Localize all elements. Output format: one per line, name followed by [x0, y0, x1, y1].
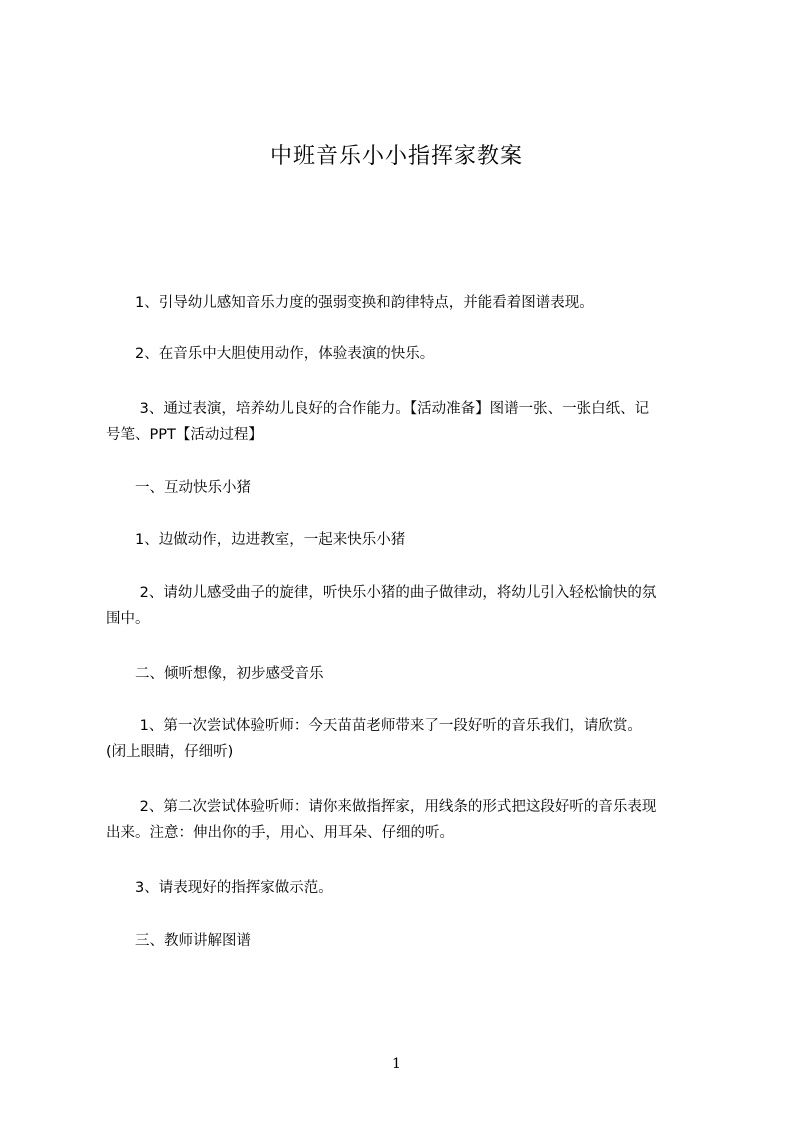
paragraph-2: [106, 341, 696, 367]
document-title: 中班音乐小小指挥家教案: [269, 144, 523, 169]
paragraph-line: 一、互动快乐小猪: [106, 480, 251, 496]
paragraph-line: 三、教师讲解图谱: [106, 933, 251, 949]
paragraph-line: (闭上眼睛，仔细听): [106, 744, 234, 760]
section-heading-3: [106, 928, 696, 954]
paragraph-line: 1、引导幼儿感知音乐力度的强弱变换和韵律特点，并能看着图谱表现。: [106, 295, 594, 311]
paragraph-7: [106, 794, 696, 846]
paragraph-4: [106, 527, 696, 553]
paragraph-3: [106, 396, 696, 448]
paragraph-1: [106, 290, 696, 316]
paragraph-line: 3、通过表演，培养幼儿良好的合作能力。【活动准备】图谱一张、一张白纸、记: [106, 401, 650, 417]
paragraph-line: 2、第二次尝试体验听师：请你来做指挥家，用线条的形式把这段好听的音乐表现: [106, 799, 657, 815]
paragraph-line: 2、在音乐中大胆使用动作，体验表演的快乐。: [106, 346, 435, 362]
paragraph-line: 2、请幼儿感受曲子的旋律，听快乐小猪的曲子做律动，将幼儿引入轻松愉快的氛: [106, 585, 657, 601]
section-heading-1: [106, 475, 696, 501]
section-heading-2: [106, 661, 696, 687]
paragraph-6: [106, 713, 696, 765]
paragraph-line: 号笔、PPT【活动过程】: [106, 427, 263, 443]
paragraph-5: [106, 580, 696, 632]
paragraph-line: 1、边做动作，边进教室，一起来快乐小猪: [106, 532, 406, 548]
paragraph-8: [106, 875, 696, 901]
page-number: 1: [392, 1056, 401, 1072]
paragraph-line: 围中。: [106, 611, 150, 627]
paragraph-line: 二、倾听想像，初步感受音乐: [106, 666, 324, 682]
paragraph-line: 出来。注意：伸出你的手，用心、用耳朵、仔细的听。: [106, 825, 454, 841]
paragraph-line: 3、请表现好的指挥家做示范。: [106, 880, 333, 896]
paragraph-line: 1、第一次尝试体验听师：今天苗苗老师带来了一段好听的音乐我们，请欣赏。: [106, 718, 642, 734]
